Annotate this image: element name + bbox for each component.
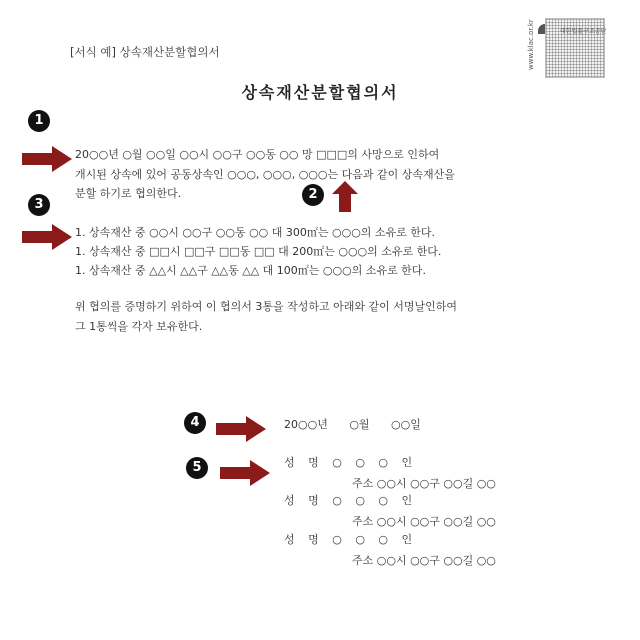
item-line-2: 1. 상속재산 중 □□시 □□구 □□동 □□ 대 200㎡는 ○○○의 소유로 한다. (75, 245, 442, 258)
intro-line-1: 20○○년 ○월 ○○일 ○○시 ○○구 ○○동 ○○ 망 □□□의 사망으로 인하여 (75, 148, 440, 161)
marker-1: 1 (28, 110, 50, 132)
form-label: [서식 예] 상속재산분할협의서 (70, 45, 220, 59)
marker-2: 2 (302, 184, 324, 206)
item-line-1: 1. 상속재산 중 ○○시 ○○구 ○○동 ○○ 대 300㎡는 ○○○의 소유로 한다. (75, 226, 436, 239)
marker-4: 4 (184, 412, 206, 434)
intro-line-2: 개시된 상속에 있어 공동상속인 ○○○, ○○○, ○○○는 다음과 같이 상속재산을 (75, 168, 455, 181)
signer-1-name: 성 명 ○ ○ ○ 인 (284, 456, 413, 469)
signer-3-address: 주소 ○○시 ○○구 ○○길 ○○ (352, 554, 496, 567)
arrow-right-icon (216, 416, 268, 442)
signer-2-address: 주소 ○○시 ○○구 ○○길 ○○ (352, 515, 496, 528)
item-line-3: 1. 상속재산 중 △△시 △△구 △△동 △△ 대 100㎡는 ○○○의 소유로 한다. (75, 264, 426, 277)
intro-line-3: 분할 하기로 협의한다. (75, 187, 182, 200)
arrow-right-icon (22, 224, 74, 250)
signer-1-address: 주소 ○○시 ○○구 ○○길 ○○ (352, 477, 496, 490)
closing-line-2: 그 1통씩을 각자 보유한다. (75, 320, 203, 333)
marker-3: 3 (28, 194, 50, 216)
signing-date: 20○○년 ○월 ○○일 (284, 418, 421, 431)
signer-2-name: 성 명 ○ ○ ○ 인 (284, 494, 413, 507)
marker-5: 5 (186, 457, 208, 479)
arrow-right-icon (22, 146, 74, 172)
document-title: 상속재산분할협의서 (241, 83, 399, 102)
signer-3-name: 성 명 ○ ○ ○ 인 (284, 533, 413, 546)
arrow-right-icon (220, 460, 272, 486)
closing-line-1: 위 협의를 증명하기 위하여 이 협의서 3통을 작성하고 아래와 같이 서명날인하여 (75, 300, 457, 313)
logo-url: www.klac.or.kr (527, 19, 535, 70)
arrow-up-icon (332, 181, 358, 213)
logo-brand: 대한법률구조공단 (560, 28, 607, 35)
